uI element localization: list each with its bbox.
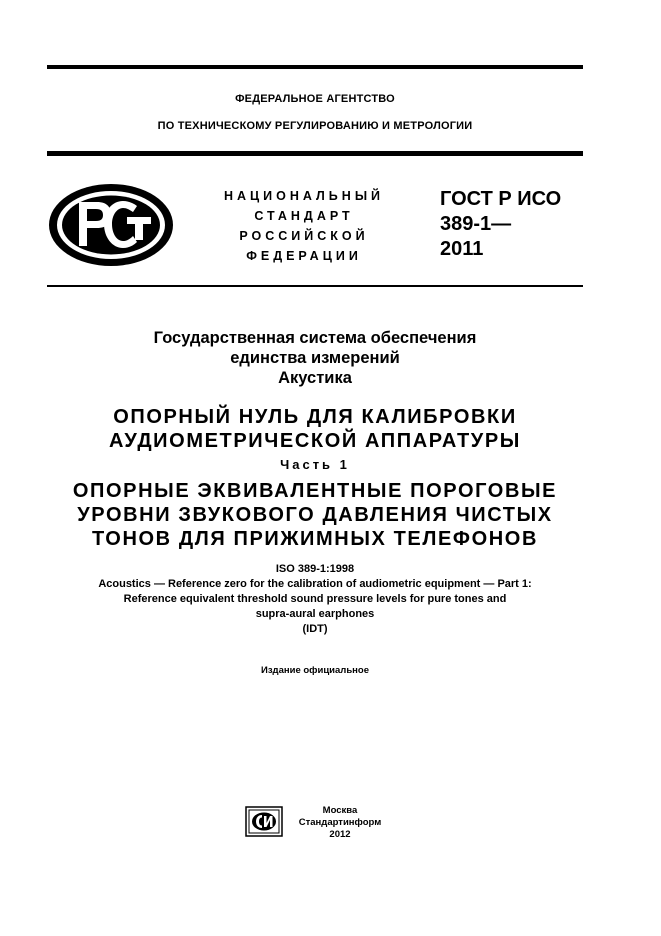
publisher-block	[290, 805, 390, 841]
national-line-3: РОССИЙСКОЙ	[239, 229, 369, 243]
iso-idt: (IDT)	[302, 623, 328, 635]
system-title-line-1: Государственная система обеспечения	[153, 329, 477, 347]
iso-title-line-2: Reference equivalent threshold sound pressure levels for pure tones and	[123, 593, 507, 605]
standartinform-logo-icon	[245, 806, 283, 837]
iso-title-line-1: Acoustics — Reference zero for the calibration of audiometric equipment — Part 1:	[98, 578, 532, 590]
main-title-line-1: ОПОРНЫЙ НУЛЬ ДЛЯ КАЛИБРОВКИ	[113, 406, 517, 428]
standard-code-line-1: ГОСТ Р ИСО	[440, 188, 562, 210]
part-label: Часть 1	[280, 457, 350, 472]
national-standard-block	[215, 186, 393, 266]
top-rule	[47, 65, 583, 69]
edition-label: Издание официальное	[261, 665, 369, 676]
sub-title-line-3: ТОНОВ ДЛЯ ПРИЖИМНЫХ ТЕЛЕФОНОВ	[91, 528, 538, 550]
main-title-line-2: АУДИОМЕТРИЧЕСКОЙ АППАРАТУРЫ	[109, 430, 521, 452]
main-title	[30, 405, 600, 453]
subject-title: Акустика	[278, 369, 352, 387]
standard-code	[440, 187, 561, 262]
code-rule	[47, 285, 583, 287]
agency-line-1: ФЕДЕРАЛЬНОЕ АГЕНТСТВО	[235, 93, 395, 105]
national-line-2: СТАНДАРТ	[254, 209, 354, 223]
system-title-line-2: единства измерений	[230, 349, 400, 367]
sub-title	[30, 479, 600, 551]
standard-code-line-3: 2011	[440, 238, 484, 260]
iso-title-line-3: supra-aural earphones	[255, 608, 375, 620]
sub-title-line-2: УРОВНИ ЗВУКОВОГО ДАВЛЕНИЯ ЧИСТЫХ	[77, 504, 553, 526]
gost-r-logo-icon	[47, 182, 175, 268]
system-title	[47, 328, 583, 388]
publisher-year: 2012	[329, 829, 351, 840]
agency-line-2: ПО ТЕХНИЧЕСКОМУ РЕГУЛИРОВАНИЮ И МЕТРОЛОГИИ	[157, 120, 473, 132]
national-line-1: НАЦИОНАЛЬНЫЙ	[223, 189, 385, 203]
header-rule	[47, 151, 583, 156]
iso-ref: ISO 389-1:1998	[275, 563, 355, 575]
publisher-city: Москва	[322, 805, 358, 816]
publisher-name: Стандартинформ	[298, 817, 382, 828]
standard-code-line-2: 389-1—	[440, 213, 512, 235]
sub-title-line-1: ОПОРНЫЕ ЭКВИВАЛЕНТНЫЕ ПОРОГОВЫЕ	[72, 480, 558, 502]
national-line-4: ФЕДЕРАЦИИ	[246, 249, 362, 263]
iso-reference	[30, 562, 600, 637]
